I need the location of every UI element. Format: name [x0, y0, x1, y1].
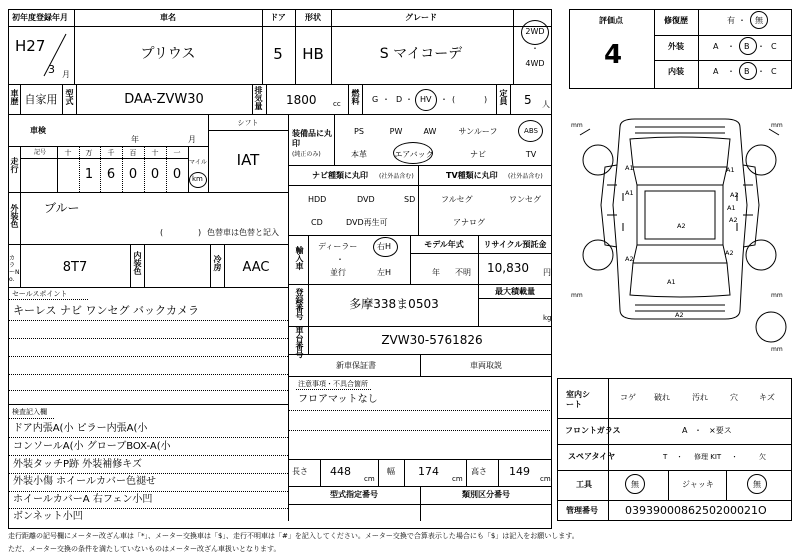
exterior-color-note: 色替車は色替と記入 — [207, 228, 279, 237]
equip-airbag: エアバック — [394, 150, 434, 159]
tv-note: (社外品含む) — [508, 173, 543, 180]
digit-1: 1 — [84, 167, 94, 182]
registration-label: 登録番号 — [295, 288, 304, 321]
damage-label: A2 — [729, 216, 738, 224]
fuel-close: ) — [484, 95, 488, 104]
grade-value: S マイコーデ — [379, 46, 463, 62]
spare-kit: 修理 KIT — [694, 453, 722, 461]
damage-label: A2 — [730, 191, 739, 199]
height-label: 高さ — [471, 467, 487, 476]
max-load-unit: kg — [543, 314, 552, 322]
navi-cd: CD — [311, 218, 323, 227]
repair-yes: 有 — [727, 16, 735, 25]
sheet-opt-3: 汚れ — [692, 393, 708, 402]
navi-label: ナビ種類に丸印 — [312, 171, 368, 180]
sheet-opt-4: 穴 — [730, 393, 738, 402]
height-value: 149 — [509, 465, 530, 478]
ext-dot1: ・ — [727, 42, 735, 51]
spare-dot2: ・ — [731, 453, 738, 461]
length-value: 448 — [330, 465, 351, 478]
damage-label: A1 — [726, 166, 735, 174]
damage-label: A2 — [725, 249, 734, 257]
equip-ps: PS — [354, 127, 364, 136]
color-no-value: 8T7 — [62, 260, 88, 275]
door-label: ドア — [270, 13, 286, 22]
windshield-dot: ・ — [694, 426, 702, 435]
inspection-year-unit: 年 — [131, 135, 139, 144]
footer-line-1: 走行距離の記号欄にメーター改ざん車は「*」、メーター交換車は「$」、走行不明車は「#」を記入してください。メーター交換で合算表示した場合にも「$」は記入をお願いします。 — [8, 532, 579, 540]
windshield-replace: ×要ス — [709, 426, 732, 435]
digit-unit-4: 百 — [129, 149, 137, 157]
equip-navi: ナビ — [470, 150, 486, 159]
equip-pw: PW — [389, 127, 403, 136]
import-label: 輸入車 — [295, 246, 304, 271]
digit-2: 6 — [106, 167, 116, 182]
tv-analog: アナログ — [453, 218, 485, 227]
repair-dot: ・ — [738, 16, 746, 25]
first-reg-month-unit: 月 — [62, 70, 70, 79]
usage-value: 自家用 — [24, 93, 58, 106]
category-label: 類別区分番号 — [462, 490, 510, 499]
navi-dvd-play: DVD再生可 — [346, 218, 388, 227]
repair-label: 修復歴 — [664, 16, 688, 25]
inspector-note-2: コンソールA(小 グローブBOX-A(小 — [13, 441, 171, 452]
shape-value: HB — [302, 45, 324, 63]
chassis-label: 車台番号 — [295, 326, 304, 359]
import-right-h: 右H — [377, 242, 392, 251]
spare-t: T — [663, 453, 668, 461]
car-name-value: プリウス — [140, 46, 196, 62]
shift-label: シフト — [237, 119, 259, 127]
exterior-color-value: ブルー — [44, 201, 80, 215]
drive-dot: ・ — [531, 44, 539, 53]
sheet-opt-5: キズ — [759, 393, 775, 402]
max-load-label: 最大積載量 — [495, 287, 535, 296]
equipment-sub-label: (純正のみ) — [292, 151, 321, 158]
drive-2wd: 2WD — [525, 27, 545, 36]
car-manual: 車両取説 — [470, 361, 502, 370]
shape-label: 形状 — [305, 13, 321, 22]
digit-unit-5: 十 — [151, 149, 159, 157]
ext-b: B — [744, 42, 750, 51]
navi-hdd: HDD — [308, 195, 327, 204]
inspection-month-unit: 月 — [188, 135, 196, 144]
exterior-label: 外装 — [668, 42, 684, 51]
door-value: 5 — [273, 45, 283, 63]
mileage-label: 走行 — [10, 157, 19, 174]
navi-dvd: DVD — [357, 195, 375, 204]
length-unit: cm — [364, 475, 375, 483]
equip-tv: TV — [525, 150, 537, 159]
digit-unit-6: 一 — [173, 149, 181, 157]
score-label: 評価点 — [599, 16, 623, 25]
drive-4wd: 4WD — [525, 59, 545, 68]
equipment-label: 装備品に丸印 — [292, 129, 332, 148]
inspector-note-6: ボンネット小凹 — [13, 511, 83, 522]
first-reg-month: 3 — [48, 63, 55, 76]
km-label: km — [192, 175, 203, 183]
mileage-mark-label: 記号 — [33, 149, 47, 156]
displacement-unit: cc — [333, 100, 341, 108]
damage-label: A1 — [667, 278, 676, 286]
sheet-opt-1: コゲ — [620, 393, 636, 402]
damage-label: A1 — [727, 204, 736, 212]
exterior-color-close: ) — [198, 228, 202, 237]
repair-none: 無 — [755, 16, 763, 25]
usage-label: 車歴 — [10, 89, 19, 106]
first-reg-year: H27 — [15, 37, 46, 55]
mile-label: マイル — [189, 159, 207, 166]
tv-fullseg: フルセグ — [441, 195, 473, 204]
damage-label: A2 — [625, 255, 634, 263]
int-b: B — [744, 67, 750, 76]
recycle-unit: 円 — [543, 268, 551, 277]
tools-label: 工具 — [576, 480, 592, 489]
capacity-unit: 人 — [542, 100, 550, 109]
damage-label: A1 — [625, 164, 634, 172]
svg-text:mm: mm — [771, 122, 783, 129]
model-year-value: 不明 — [455, 268, 471, 277]
int-c: C — [771, 67, 777, 76]
interior-label: 内装 — [668, 67, 684, 76]
shift-value: IAT — [236, 151, 260, 169]
ext-dot2: ・ — [757, 42, 765, 51]
sales-points-value: キーレス ナビ ワンセグ バックカメラ — [13, 304, 199, 317]
displacement-label: 排気量 — [254, 86, 263, 111]
navi-note: (社外品含む) — [379, 173, 414, 180]
ac-label: 冷房 — [213, 255, 222, 272]
damage-label: A2 — [675, 311, 684, 319]
svg-text:mm: mm — [571, 292, 583, 299]
inspector-note-1: ドア内張A(小 ピラー内張A(小 — [13, 423, 148, 434]
notes-value: フロアマットなし — [298, 394, 378, 405]
jack-label: ジャッキ — [682, 480, 714, 489]
displacement-value: 1800 — [286, 93, 317, 107]
inspection-label: 車検 — [30, 126, 46, 135]
ac-value: AAC — [242, 260, 270, 275]
interior-sheet-label: 室内シート — [566, 390, 590, 409]
fuel-sep3: ・ — [440, 95, 448, 104]
registration-value: 多摩338ま0503 — [349, 297, 439, 311]
damage-label: A2 — [677, 222, 686, 230]
tv-oneseg: ワンセグ — [509, 195, 541, 204]
tools-value: 無 — [631, 480, 639, 489]
interior-color-label: 内装色 — [133, 251, 142, 276]
fuel-sep1: ・ — [382, 95, 390, 104]
footer-line-2: ただ、メーター交換の条件を満たしていないものはメーター改ざん車扱いとなります。 — [8, 545, 281, 553]
new-car-warranty: 新車保証書 — [336, 361, 376, 370]
model-value: DAA-ZVW30 — [124, 92, 204, 107]
chassis-value: ZVW30-5761826 — [381, 333, 483, 347]
import-dealer: ディーラー — [318, 242, 358, 251]
exterior-color-open: ( — [160, 228, 164, 237]
ext-a: A — [713, 42, 719, 51]
int-dot1: ・ — [727, 67, 735, 76]
jack-value: 無 — [753, 480, 761, 489]
int-dot2: ・ — [757, 67, 765, 76]
length-label: 長さ — [292, 467, 308, 476]
type-designation-label: 型式指定番号 — [330, 490, 378, 499]
import-left-h: 左H — [377, 268, 392, 277]
height-unit: cm — [540, 475, 551, 483]
equip-leather: 本革 — [351, 150, 367, 159]
width-label: 幅 — [387, 467, 395, 476]
spare-tire-label: スペアタイヤ — [568, 452, 616, 461]
sheet-opt-2: 破れ — [654, 393, 670, 402]
equip-aw: AW — [423, 127, 437, 136]
inspector-note-3: 外装タッチP跡 外装補修キズ — [13, 459, 143, 470]
management-value: 0393900086250200021O — [625, 504, 767, 517]
inspector-notes-label: 検査記入欄 — [12, 408, 47, 416]
digit-3: 0 — [128, 167, 138, 182]
windshield-a: A — [682, 426, 688, 435]
digit-unit-1: 十 — [64, 149, 72, 157]
fuel-label: 燃料 — [351, 89, 360, 106]
equip-abs: ABS — [524, 127, 538, 135]
digit-5: 0 — [172, 167, 182, 182]
digit-4: 0 — [150, 167, 160, 182]
svg-text:mm: mm — [571, 122, 583, 129]
notes-label: 注意事項・不具合箇所 — [298, 380, 368, 388]
recycle-label: リサイクル預託金 — [483, 240, 547, 249]
exterior-color-label: 外装色 — [10, 204, 19, 229]
capacity-label: 定員 — [499, 89, 508, 106]
damage-label: A1 — [625, 189, 634, 197]
spare-dot1: ・ — [676, 453, 683, 461]
first-reg-label: 初年度登録年月 — [12, 13, 68, 22]
fuel-sep2: ・ — [405, 95, 413, 104]
svg-text:mm: mm — [771, 292, 783, 299]
inspector-note-5: ホイールカバーA 右フェン小凹 — [13, 494, 153, 505]
ext-c: C — [771, 42, 777, 51]
model-label: 型式 — [65, 89, 74, 106]
import-dot: ・ — [336, 255, 344, 264]
fuel-open: ( — [452, 95, 456, 104]
equip-sunroof: サンルーフ — [458, 127, 498, 136]
int-a: A — [713, 67, 719, 76]
fuel-hv: HV — [420, 95, 432, 104]
windshield-label: フロントガラス — [565, 426, 621, 435]
recycle-value: 10,830 — [487, 261, 529, 275]
inspector-note-4: 外装小傷 ホイールカバー色褪せ — [13, 476, 156, 487]
spare-none: 欠 — [759, 453, 766, 461]
score-value: 4 — [603, 40, 623, 70]
digit-unit-3: 千 — [107, 149, 115, 157]
color-no-label: カラーNo. — [9, 255, 20, 283]
fuel-g: G — [372, 95, 379, 104]
fuel-d: D — [396, 95, 403, 104]
car-damage-diagram — [565, 105, 795, 375]
navi-sd: SD — [404, 195, 416, 204]
model-year-unit: 年 — [432, 268, 440, 277]
grade-label: グレード — [405, 13, 437, 22]
capacity-value: 5 — [524, 93, 532, 107]
model-year-label: モデル年式 — [424, 240, 464, 249]
sales-points-label: セールスポイント — [12, 290, 68, 298]
car-name-label: 車名 — [160, 13, 176, 22]
management-label: 管理番号 — [566, 506, 598, 515]
digit-unit-2: 万 — [85, 149, 93, 157]
width-value: 174 — [418, 465, 439, 478]
width-unit: cm — [452, 475, 463, 483]
tv-label: TV種類に丸印 — [446, 171, 498, 180]
svg-text:mm: mm — [771, 346, 783, 353]
import-parallel: 並行 — [330, 268, 346, 277]
